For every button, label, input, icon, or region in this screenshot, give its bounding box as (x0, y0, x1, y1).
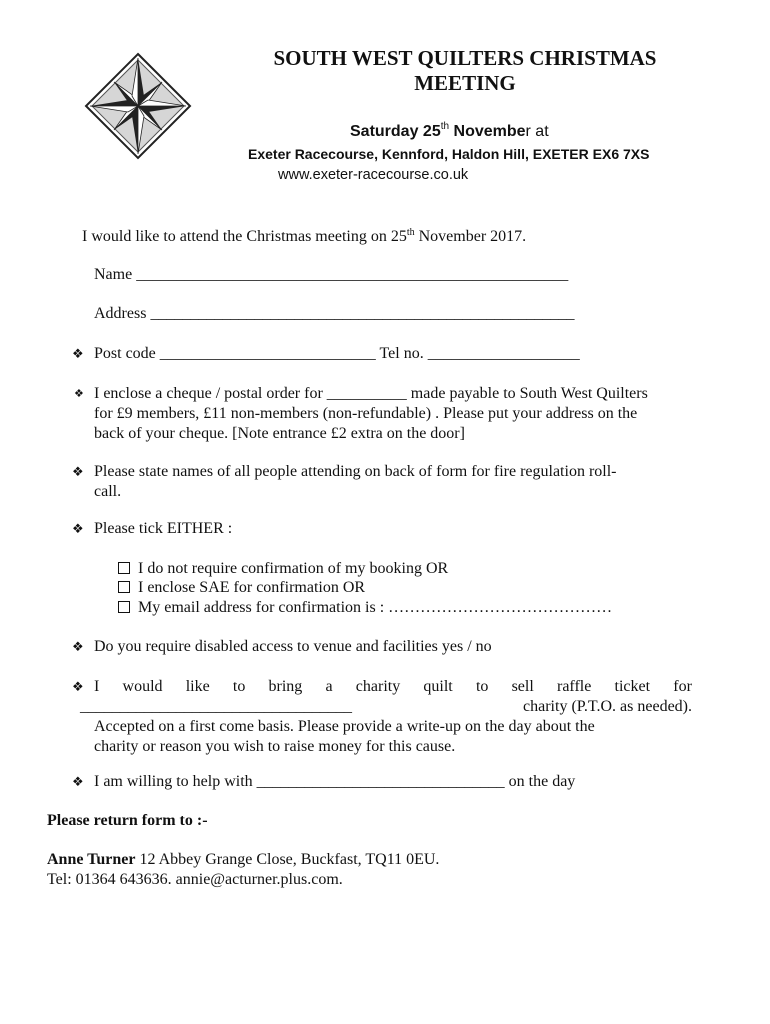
intro-post: November 2017. (414, 228, 527, 245)
diamond-bullet-icon: ❖ (72, 679, 84, 694)
charity-line-2 (80, 697, 692, 717)
diamond-bullet-icon: ❖ (72, 346, 84, 361)
venue-address: Exeter Racecourse, Kennford, Haldon Hill, EXETER EX6 7XS (248, 146, 650, 162)
charity-name-field[interactable]: __________________________________ (80, 698, 352, 715)
option-label: I do not require confirmation of my booking OR (138, 560, 449, 577)
address-field[interactable]: Address _____________________________________________________ (94, 305, 575, 322)
diamond-bullet-icon: ❖ (74, 388, 84, 400)
option-label: I enclose SAE for confirmation OR (138, 579, 366, 596)
charity-word: to (475, 678, 489, 695)
charity-line-4: charity or reason you wish to raise money for this cause. (94, 738, 456, 755)
date-month: Novembe (449, 123, 526, 140)
title-line-1: SOUTH WEST QUILTERS CHRISTMAS (273, 46, 657, 70)
charity-word: ticket (614, 678, 651, 695)
charity-word: to (232, 678, 246, 695)
contact-tel-line: Tel: 01364 643636. annie@acturner.plus.com. (47, 871, 343, 888)
postcode-tel-field[interactable]: Post code ___________________________ Tel no. ___________________ (94, 345, 580, 362)
cheque-line-2: for £9 members, £11 non-members (non-refundable) . Please put your address on the (94, 405, 638, 422)
attendees-paragraph (94, 462, 720, 502)
charity-line-2-rest: charity (P.T.O. as needed). (523, 698, 692, 715)
charity-word: would (122, 678, 163, 695)
charity-word: raffle (556, 678, 592, 695)
tick-heading: Please tick EITHER : (94, 520, 233, 537)
title-line-2: MEETING (414, 71, 516, 95)
checkbox[interactable] (118, 601, 130, 613)
disabled-access-question[interactable]: Do you require disabled access to venue and facilities yes / no (94, 638, 492, 655)
meeting-date (350, 121, 549, 141)
date-day: Saturday 25 (350, 123, 441, 140)
diamond-bullet-icon: ❖ (72, 521, 84, 536)
quilt-star-logo (84, 52, 192, 160)
checkbox[interactable] (118, 562, 130, 574)
option-email[interactable] (118, 598, 612, 618)
cheque-line-1: I enclose a cheque / postal order for __________ made payable to South West Quilters (94, 385, 648, 402)
checkbox[interactable] (118, 581, 130, 593)
contact-address-line (47, 850, 439, 870)
charity-word: I (94, 678, 100, 695)
attendees-line-2: call. (94, 483, 122, 500)
intro-suffix: th (406, 227, 415, 238)
charity-line-1 (94, 677, 692, 697)
name-field[interactable]: Name ______________________________________________________ (94, 266, 569, 283)
charity-word: sell (511, 678, 534, 695)
option-sae[interactable] (118, 578, 365, 598)
contact-name: Anne Turner (47, 851, 136, 868)
diamond-bullet-icon: ❖ (72, 774, 84, 789)
intro-text (82, 227, 526, 247)
date-suffix: th (440, 121, 450, 132)
venue-website: www.exeter-racecourse.co.uk (278, 167, 469, 183)
charity-word: charity (355, 678, 401, 695)
charity-word: like (185, 678, 210, 695)
option-label: My email address for confirmation is : …………………………………… (138, 599, 613, 616)
page-title (230, 46, 700, 96)
charity-word: a (325, 678, 333, 695)
diamond-bullet-icon: ❖ (72, 464, 84, 479)
diamond-bullet-icon: ❖ (72, 639, 84, 654)
charity-word: bring (268, 678, 303, 695)
intro-pre: I would like to attend the Christmas meeting on 25 (82, 228, 407, 245)
charity-word: for (673, 678, 692, 695)
charity-paragraph (80, 677, 692, 757)
attendees-line-1: Please state names of all people attending on back of form for fire regulation roll- (94, 463, 617, 480)
charity-line-3: Accepted on a first come basis. Please provide a write-up on the day about the (94, 718, 595, 735)
option-no-confirmation[interactable] (118, 559, 448, 579)
return-heading: Please return form to :- (47, 812, 208, 829)
date-rest: r at (525, 123, 549, 140)
cheque-paragraph (94, 384, 720, 444)
cheque-line-3: back of your cheque. [Note entrance £2 extra on the door] (94, 425, 465, 442)
charity-word: quilt (423, 678, 453, 695)
help-field[interactable]: I am willing to help with _______________________________ on the day (94, 773, 576, 790)
contact-address: 12 Abbey Grange Close, Buckfast, TQ11 0EU. (135, 851, 440, 868)
